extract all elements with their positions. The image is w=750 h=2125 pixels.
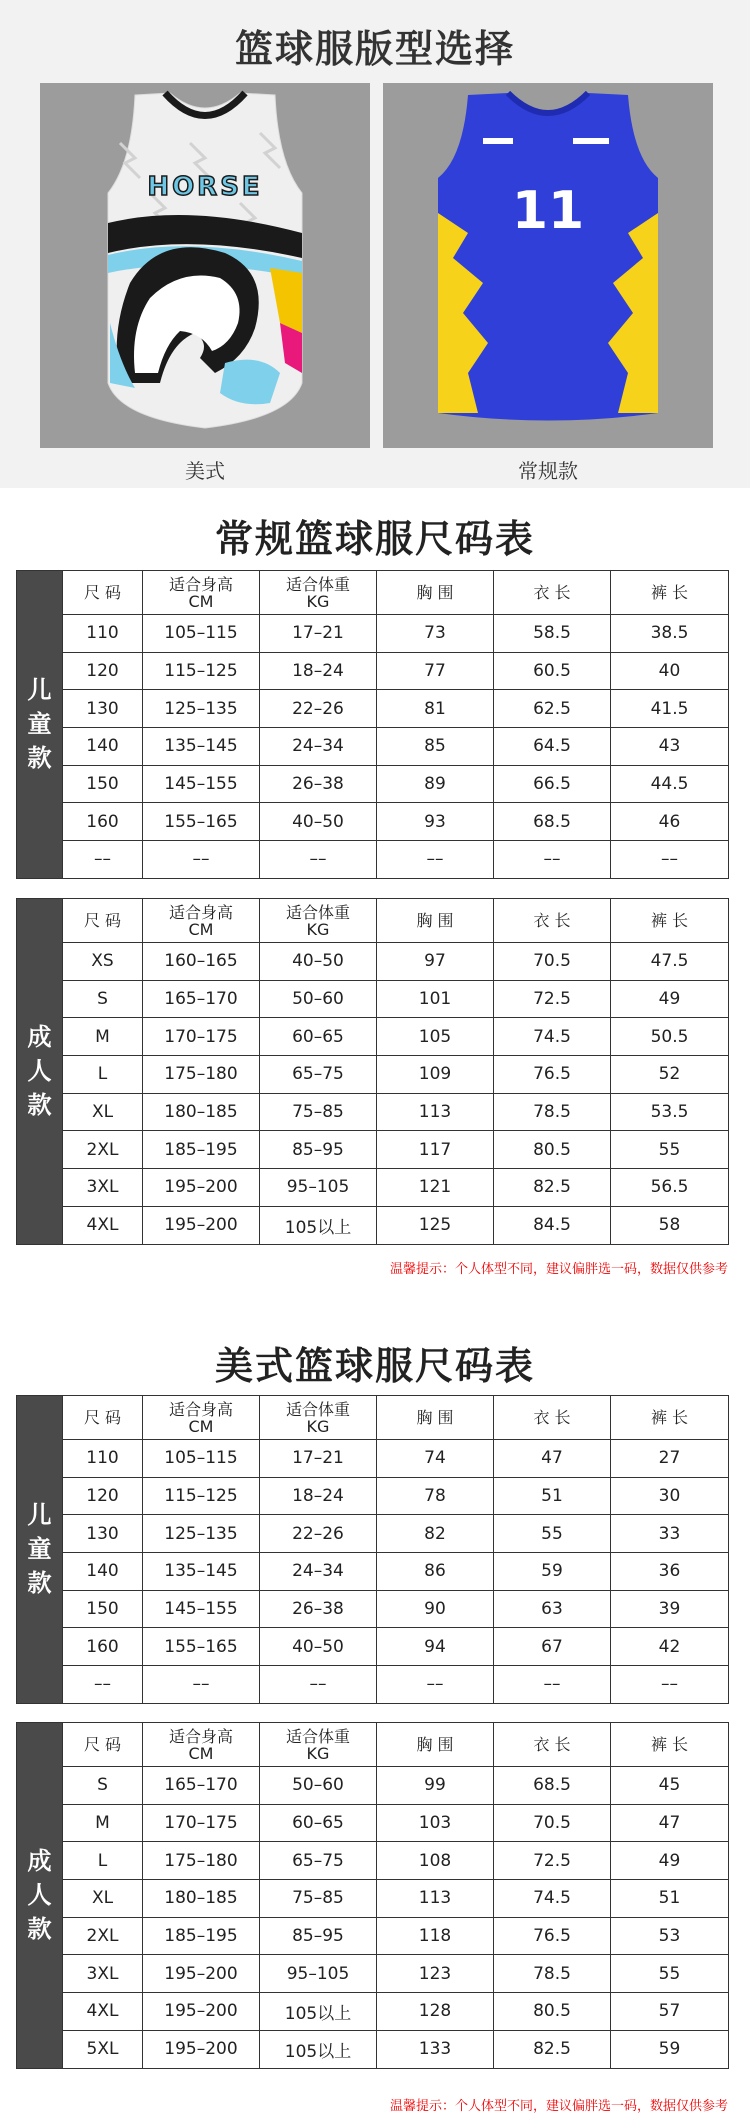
table-cell: 123 [377,1955,494,1993]
style-selection-section [0,0,750,488]
table-cell: 60–65 [260,1018,377,1056]
regular-kids-size-table [16,570,729,879]
table-cell: 74 [377,1440,494,1478]
table-row [17,841,729,879]
table-cell: 165–170 [143,1767,260,1805]
table-cell: S [63,980,143,1018]
table-cell: 105 [377,1018,494,1056]
table-cell: 150 [63,1590,143,1628]
table-cell: 68.5 [494,803,611,841]
table-row [17,690,729,728]
table-cell: 133 [377,2030,494,2068]
table-cell: –– [377,1666,494,1704]
table-cell: –– [260,1666,377,1704]
table-cell: 85 [377,728,494,766]
american-adult-size-table [16,1722,729,2069]
table-cell: 115–125 [143,1477,260,1515]
table-cell: 59 [494,1553,611,1591]
table-cell: 2XL [63,1131,143,1169]
table-row [17,1666,729,1704]
size-group-label [17,899,63,1245]
table-cell: 155–165 [143,1628,260,1666]
american-style-jersey-image [40,83,370,448]
table-cell: 62.5 [494,690,611,728]
table-cell: 76.5 [494,1056,611,1094]
column-header: 尺 码 [63,1723,143,1767]
table-cell: 105以上 [260,1993,377,2031]
table-cell: 109 [377,1056,494,1094]
table-cell: –– [143,1666,260,1704]
american-size-chart-title: 美式篮球服尺码表 [214,1344,535,1388]
table-cell: M [63,1018,143,1056]
table-cell: 60–65 [260,1804,377,1842]
table-cell: –– [260,841,377,879]
table-cell: 53 [611,1917,729,1955]
table-row [17,1917,729,1955]
table-cell: 70.5 [494,943,611,981]
table-cell: 140 [63,1553,143,1591]
table-cell: XS [63,943,143,981]
table-row [17,1880,729,1918]
table-cell: 110 [63,1440,143,1478]
table-cell: 41.5 [611,690,729,728]
table-cell: 58 [611,1206,729,1244]
table-cell: 53.5 [611,1093,729,1131]
table-cell: 75–85 [260,1880,377,1918]
table-cell: 130 [63,690,143,728]
table-cell: 26–38 [260,1590,377,1628]
table-cell: 93 [377,803,494,841]
column-header: 胸 围 [377,899,494,943]
column-header: 衣 长 [494,1723,611,1767]
table-cell: 150 [63,765,143,803]
table-cell: 78.5 [494,1955,611,1993]
table-cell: 140 [63,728,143,766]
table-cell: 4XL [63,1206,143,1244]
table-cell: 33 [611,1515,729,1553]
table-row [17,615,729,653]
size-group-label-text: 成人款 [27,1847,52,1944]
table-row [17,1993,729,2031]
column-header: 裤 长 [611,1396,729,1440]
style-label-american: 美式 [185,459,225,483]
table-cell: 27 [611,1440,729,1478]
table-cell: 60.5 [494,652,611,690]
regular-jersey-illustration [383,83,713,448]
table-cell: 90 [377,1590,494,1628]
table-cell: 30 [611,1477,729,1515]
table-cell: –– [143,841,260,879]
table-cell: 120 [63,652,143,690]
table-cell: 155–165 [143,803,260,841]
table-cell: 55 [494,1515,611,1553]
column-header: 胸 围 [377,571,494,615]
table-cell: 50–60 [260,1767,377,1805]
table-row [17,765,729,803]
page-title: 篮球服版型选择 [234,27,515,71]
table-cell: 82 [377,1515,494,1553]
table-cell: 64.5 [494,728,611,766]
table-cell: 22–26 [260,1515,377,1553]
table-row [17,1056,729,1094]
table-cell: 195–200 [143,1206,260,1244]
table-cell: 108 [377,1842,494,1880]
table-cell: 73 [377,615,494,653]
table-cell: XL [63,1093,143,1131]
table-cell: 195–200 [143,1955,260,1993]
table-row [17,1628,729,1666]
size-group-label [17,571,63,879]
table-cell: S [63,1767,143,1805]
table-cell: 97 [377,943,494,981]
table-cell: 72.5 [494,980,611,1018]
table-row [17,728,729,766]
table-cell: 118 [377,1917,494,1955]
column-header: 尺 码 [63,1396,143,1440]
table-cell: 89 [377,765,494,803]
table-cell: 24–34 [260,1553,377,1591]
column-header: 适合身高 CM [143,899,260,943]
table-cell: 175–180 [143,1842,260,1880]
table-cell: 95–105 [260,1169,377,1207]
table-cell: 80.5 [494,1993,611,2031]
table-cell: 2XL [63,1917,143,1955]
column-header: 适合体重 KG [260,1723,377,1767]
table-row [17,1804,729,1842]
table-cell: 78.5 [494,1093,611,1131]
table-cell: 160 [63,803,143,841]
table-cell: 81 [377,690,494,728]
style-label-regular: 常规款 [518,459,578,483]
regular-adult-size-table [16,898,729,1245]
table-cell: 85–95 [260,1917,377,1955]
table-cell: 121 [377,1169,494,1207]
table-cell: 95–105 [260,1955,377,1993]
table-cell: 40–50 [260,943,377,981]
table-cell: –– [611,841,729,879]
table-cell: 175–180 [143,1056,260,1094]
table-cell: 170–175 [143,1804,260,1842]
table-cell: 36 [611,1553,729,1591]
table-row [17,803,729,841]
table-row [17,1131,729,1169]
table-row [17,1842,729,1880]
table-cell: 128 [377,1993,494,2031]
table-row [17,1169,729,1207]
column-header: 尺 码 [63,899,143,943]
table-cell: 57 [611,1993,729,2031]
table-cell: 46 [611,803,729,841]
table-cell: 180–185 [143,1880,260,1918]
size-group-label-text: 儿童款 [27,1501,52,1598]
regular-size-chart-title: 常规篮球服尺码表 [214,517,535,561]
table-row [17,1515,729,1553]
table-cell: 75–85 [260,1093,377,1131]
table-cell: XL [63,1880,143,1918]
table-cell: 135–145 [143,728,260,766]
table-cell: 43 [611,728,729,766]
table-row [17,1955,729,1993]
table-cell: 65–75 [260,1842,377,1880]
table-cell: 51 [611,1880,729,1918]
table-cell: 145–155 [143,765,260,803]
table-cell: –– [63,1666,143,1704]
table-cell: 185–195 [143,1917,260,1955]
table-header-row [17,1396,729,1440]
table-cell: 63 [494,1590,611,1628]
table-cell: 110 [63,615,143,653]
table-cell: 99 [377,1767,494,1805]
table-cell: 44.5 [611,765,729,803]
column-header: 裤 长 [611,1723,729,1767]
table-cell: 85–95 [260,1131,377,1169]
column-header: 裤 长 [611,571,729,615]
table-cell: –– [494,841,611,879]
column-header: 适合身高 CM [143,571,260,615]
table-row [17,943,729,981]
size-advice-note: 温馨提示：个人体型不同，建议偏胖选一码，数据仅供参考 [389,1262,728,1277]
table-cell: 18–24 [260,652,377,690]
table-row [17,1018,729,1056]
table-cell: 78 [377,1477,494,1515]
table-cell: 42 [611,1628,729,1666]
table-cell: 72.5 [494,1842,611,1880]
table-cell: 165–170 [143,980,260,1018]
size-group-label-text: 儿童款 [27,676,52,773]
table-cell: 51 [494,1477,611,1515]
table-row [17,1206,729,1244]
table-row [17,1767,729,1805]
table-cell: 135–145 [143,1553,260,1591]
table-cell: 86 [377,1553,494,1591]
column-header: 衣 长 [494,899,611,943]
table-cell: 94 [377,1628,494,1666]
table-cell: 55 [611,1131,729,1169]
table-cell: 84.5 [494,1206,611,1244]
table-cell: 3XL [63,1955,143,1993]
table-cell: 77 [377,652,494,690]
table-cell: 74.5 [494,1018,611,1056]
american-jersey-illustration [40,83,370,448]
column-header: 适合体重 KG [260,571,377,615]
table-cell: 160–165 [143,943,260,981]
table-cell: 185–195 [143,1131,260,1169]
column-header: 适合身高 CM [143,1723,260,1767]
column-header: 尺 码 [63,571,143,615]
table-cell: –– [377,841,494,879]
table-cell: 17–21 [260,615,377,653]
table-cell: 52 [611,1056,729,1094]
size-group-label [17,1723,63,2069]
table-cell: 120 [63,1477,143,1515]
table-cell: 80.5 [494,1131,611,1169]
table-cell: 145–155 [143,1590,260,1628]
table-cell: 24–34 [260,728,377,766]
table-cell: 125 [377,1206,494,1244]
table-cell: 40–50 [260,803,377,841]
table-cell: 65–75 [260,1056,377,1094]
table-cell: 105–115 [143,615,260,653]
table-cell: 47 [611,1804,729,1842]
column-header: 适合体重 KG [260,1396,377,1440]
table-row [17,1553,729,1591]
table-cell: 70.5 [494,1804,611,1842]
table-cell: 125–135 [143,690,260,728]
table-cell: L [63,1056,143,1094]
table-cell: 113 [377,1093,494,1131]
table-cell: 103 [377,1804,494,1842]
table-row [17,980,729,1018]
table-cell: 105–115 [143,1440,260,1478]
table-cell: 47.5 [611,943,729,981]
table-cell: 50.5 [611,1018,729,1056]
table-cell: 195–200 [143,2030,260,2068]
table-row [17,2030,729,2068]
table-cell: 125–135 [143,1515,260,1553]
column-header: 裤 长 [611,899,729,943]
table-cell: 195–200 [143,1993,260,2031]
size-group-label [17,1396,63,1704]
column-header: 胸 围 [377,1723,494,1767]
table-cell: 38.5 [611,615,729,653]
table-cell: 82.5 [494,1169,611,1207]
table-header-row [17,571,729,615]
table-row [17,1590,729,1628]
table-cell: 50–60 [260,980,377,1018]
table-cell: 55 [611,1955,729,1993]
table-cell: 40 [611,652,729,690]
table-cell: 130 [63,1515,143,1553]
horse-print-text: HORSE [147,172,263,202]
table-cell: 40–50 [260,1628,377,1666]
table-cell: 67 [494,1628,611,1666]
table-row [17,1477,729,1515]
table-cell: 5XL [63,2030,143,2068]
table-cell: 117 [377,1131,494,1169]
table-cell: 49 [611,1842,729,1880]
table-cell: 26–38 [260,765,377,803]
regular-style-jersey-image [383,83,713,448]
number-11-print-text: 11 [511,181,585,241]
table-cell: 105以上 [260,2030,377,2068]
table-header-row [17,1723,729,1767]
table-header-row [17,899,729,943]
table-cell: 58.5 [494,615,611,653]
table-cell: 74.5 [494,1880,611,1918]
column-header: 适合体重 KG [260,899,377,943]
table-cell: 195–200 [143,1169,260,1207]
table-cell: 115–125 [143,652,260,690]
table-cell: 17–21 [260,1440,377,1478]
table-cell: 45 [611,1767,729,1805]
table-cell: 47 [494,1440,611,1478]
table-row [17,1093,729,1131]
table-cell: 22–26 [260,690,377,728]
table-cell: 113 [377,1880,494,1918]
table-row [17,1440,729,1478]
table-cell: 105以上 [260,1206,377,1244]
column-header: 胸 围 [377,1396,494,1440]
table-cell: 180–185 [143,1093,260,1131]
table-cell: 4XL [63,1993,143,2031]
table-cell: 160 [63,1628,143,1666]
table-cell: 66.5 [494,765,611,803]
table-cell: –– [63,841,143,879]
size-group-label-text: 成人款 [27,1023,52,1120]
table-cell: L [63,1842,143,1880]
table-cell: 170–175 [143,1018,260,1056]
table-cell: 59 [611,2030,729,2068]
table-cell: 49 [611,980,729,1018]
table-row [17,652,729,690]
table-cell: M [63,1804,143,1842]
american-kids-size-table [16,1395,729,1704]
table-cell: –– [611,1666,729,1704]
table-cell: –– [494,1666,611,1704]
table-cell: 101 [377,980,494,1018]
table-cell: 39 [611,1590,729,1628]
table-cell: 18–24 [260,1477,377,1515]
table-cell: 76.5 [494,1917,611,1955]
column-header: 衣 长 [494,1396,611,1440]
table-cell: 56.5 [611,1169,729,1207]
table-cell: 82.5 [494,2030,611,2068]
size-advice-note: 温馨提示：个人体型不同，建议偏胖选一码，数据仅供参考 [389,2099,728,2114]
column-header: 衣 长 [494,571,611,615]
column-header: 适合身高 CM [143,1396,260,1440]
table-cell: 3XL [63,1169,143,1207]
table-cell: 68.5 [494,1767,611,1805]
